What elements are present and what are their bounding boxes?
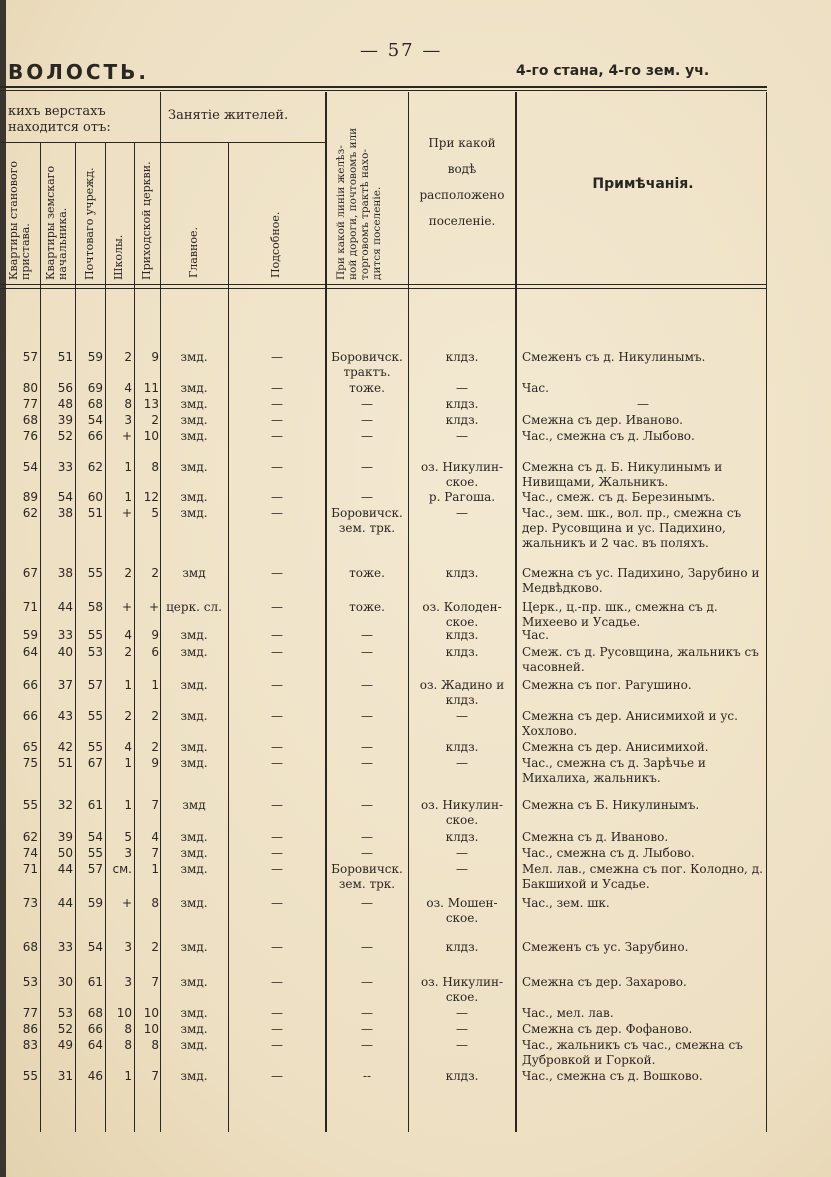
cell-school: +: [121, 896, 132, 910]
cell-main: змд.: [180, 645, 208, 659]
cell-stan: 55: [22, 798, 38, 812]
cell-aux: —: [271, 740, 283, 754]
cell-road: Боровичск. зем. трк.: [331, 506, 403, 535]
cell-main: змд.: [180, 740, 208, 754]
cell-church: 7: [151, 1069, 159, 1083]
cell-notes: Час., смежна съ д. Вошково.: [522, 1069, 703, 1083]
cell-aux: —: [271, 1022, 283, 1036]
cell-zem: 53: [57, 1006, 73, 1020]
cell-church: 8: [151, 896, 159, 910]
cell-water: —: [456, 429, 468, 443]
cell-zem: 43: [57, 709, 73, 723]
cell-water: клдз.: [445, 397, 479, 411]
cell-water: оз. Никулин- ское.: [420, 975, 504, 1004]
cell-zem: 44: [57, 862, 73, 876]
heading-stan: 4-го стана, 4-го зем. уч.: [516, 63, 710, 79]
cell-church: 2: [151, 709, 159, 723]
cell-church: 6: [151, 645, 159, 659]
cell-notes: Смеженъ съ ус. Зарубино.: [522, 940, 689, 954]
cell-zem: 42: [57, 740, 73, 754]
cell-stan: 53: [22, 975, 38, 989]
cell-water: —: [456, 381, 468, 395]
cell-notes: Час., смежна съ д. Зарѣчье и Михалиха, жальникъ.: [522, 756, 706, 785]
cell-notes: Смежна съ дер. Иваново.: [522, 413, 683, 427]
cell-main: змд.: [180, 1069, 208, 1083]
cell-zem: 33: [57, 940, 73, 954]
cell-post: 57: [87, 862, 103, 876]
header-col-road: При какой линіи желѣз- ной дороги, почтовомъ или торговомъ трактѣ нахо- дится поселеніе.: [335, 127, 383, 280]
cell-stan: 89: [22, 490, 38, 504]
cell-water: —: [456, 1038, 468, 1052]
cell-zem: 33: [57, 460, 73, 474]
cell-church: 8: [151, 1038, 159, 1052]
cell-aux: —: [271, 490, 283, 504]
cell-main: змд.: [180, 756, 208, 770]
cell-stan: 68: [22, 413, 38, 427]
cell-school: 3: [124, 846, 132, 860]
distance-group-rule: [0, 142, 160, 143]
cell-notes: Церк., ц.-пр. шк., смежна съ д. Михеево и Усадье.: [522, 600, 718, 629]
cell-zem: 30: [57, 975, 73, 989]
cell-road: —: [361, 1038, 373, 1052]
cell-post: 55: [87, 709, 103, 723]
cell-stan: 64: [22, 645, 38, 659]
cell-water: оз. Никулин- ское.: [420, 460, 504, 489]
cell-main: змд.: [180, 429, 208, 443]
cell-notes: Смежна съ дер. Анисимихой и ус. Хохлово.: [522, 709, 738, 738]
cell-school: 10: [116, 1006, 132, 1020]
cell-church: +: [148, 600, 159, 614]
cell-water: оз. Мошен- ское.: [426, 896, 498, 925]
cell-stan: 67: [22, 566, 38, 580]
cell-stan: 76: [22, 429, 38, 443]
cell-main: змд.: [180, 506, 208, 520]
cell-water: клдз.: [445, 628, 479, 642]
cell-road: —: [361, 460, 373, 474]
cell-church: 13: [143, 397, 159, 411]
cell-notes: Смежна съ ус. Падихино, Зарубино и Медвѣдково.: [522, 566, 760, 595]
cell-post: 64: [87, 1038, 103, 1052]
cell-zem: 56: [57, 381, 73, 395]
cell-road: —: [361, 429, 373, 443]
header-occupation-group: Занятіе жителей.: [168, 108, 289, 123]
cell-post: 66: [87, 429, 103, 443]
cell-main: змд.: [180, 460, 208, 474]
cell-stan: 65: [22, 740, 38, 754]
cell-water: клдз.: [445, 740, 479, 754]
cell-notes: Час., смежна съ д. Лыбово.: [522, 429, 695, 443]
cell-road: —: [361, 1022, 373, 1036]
cell-water: клдз.: [445, 830, 479, 844]
cell-notes: Мел. лав., смежна съ пог. Колодно, д. Бакшихой и Усадье.: [522, 862, 763, 891]
cell-zem: 31: [57, 1069, 73, 1083]
cell-school: 3: [124, 975, 132, 989]
cell-post: 53: [87, 645, 103, 659]
col-rule: [228, 142, 229, 1132]
cell-school: 3: [124, 940, 132, 954]
cell-zem: 37: [57, 678, 73, 692]
cell-stan: 59: [22, 628, 38, 642]
cell-school: 4: [124, 740, 132, 754]
cell-stan: 66: [22, 709, 38, 723]
cell-zem: 51: [57, 756, 73, 770]
cell-road: —: [361, 740, 373, 754]
cell-road: Боровичск. зем. трк.: [331, 862, 403, 891]
cell-aux: —: [271, 350, 283, 364]
cell-stan: 74: [22, 846, 38, 860]
cell-post: 68: [87, 397, 103, 411]
cell-church: 2: [151, 740, 159, 754]
cell-main: змд.: [180, 896, 208, 910]
cell-road: --: [362, 1069, 372, 1083]
cell-water: оз. Никулин- ское.: [420, 798, 504, 827]
col-rule: [75, 142, 76, 1132]
cell-main: змд.: [180, 413, 208, 427]
cell-aux: —: [271, 413, 283, 427]
cell-notes: Смежна съ пог. Рагушино.: [522, 678, 692, 692]
occupation-group-rule: [160, 142, 325, 143]
cell-notes: Смежна съ дер. Фофаново.: [522, 1022, 693, 1036]
cell-water: оз. Колоден- ское.: [422, 600, 502, 629]
cell-post: 66: [87, 1022, 103, 1036]
cell-main: змд.: [180, 975, 208, 989]
cell-church: 2: [151, 413, 159, 427]
cell-stan: 57: [22, 350, 38, 364]
cell-main: змд.: [180, 381, 208, 395]
cell-church: 2: [151, 940, 159, 954]
header-col-school: Школы.: [112, 234, 125, 280]
cell-water: —: [456, 1022, 468, 1036]
cell-stan: 77: [22, 1006, 38, 1020]
cell-school: 2: [124, 350, 132, 364]
cell-school: +: [121, 506, 132, 520]
cell-aux: —: [271, 460, 283, 474]
cell-main: змд.: [180, 830, 208, 844]
cell-aux: —: [271, 1069, 283, 1083]
cell-stan: 80: [22, 381, 38, 395]
header-bottom-rule: [0, 284, 767, 285]
cell-main: змд.: [180, 350, 208, 364]
cell-water: —: [456, 862, 468, 876]
cell-post: 67: [87, 756, 103, 770]
cell-main: змд.: [180, 940, 208, 954]
cell-church: 8: [151, 460, 159, 474]
cell-road: —: [361, 798, 373, 812]
cell-aux: —: [271, 862, 283, 876]
cell-water: —: [456, 846, 468, 860]
cell-post: 55: [87, 740, 103, 754]
cell-church: 5: [151, 506, 159, 520]
cell-aux: —: [271, 846, 283, 860]
cell-road: —: [361, 490, 373, 504]
cell-school: 1: [124, 756, 132, 770]
cell-church: 9: [151, 756, 159, 770]
cell-aux: —: [271, 381, 283, 395]
col-rule: [40, 142, 41, 1132]
cell-main: змд.: [180, 862, 208, 876]
cell-aux: —: [271, 1006, 283, 1020]
cell-church: 9: [151, 628, 159, 642]
cell-aux: —: [271, 830, 283, 844]
cell-main: змд.: [180, 1022, 208, 1036]
cell-road: —: [361, 413, 373, 427]
cell-church: 1: [151, 862, 159, 876]
cell-road: тоже.: [349, 566, 385, 580]
page-spine-shadow: [0, 0, 6, 1177]
cell-aux: —: [271, 1038, 283, 1052]
cell-zem: 39: [57, 830, 73, 844]
cell-aux: —: [271, 896, 283, 910]
cell-notes: Смежна съ д. Б. Никулинымъ и Нивищами, Жальникъ.: [522, 460, 723, 489]
cell-aux: —: [271, 628, 283, 642]
cell-church: 2: [151, 566, 159, 580]
cell-post: 54: [87, 413, 103, 427]
cell-aux: —: [271, 798, 283, 812]
cell-school: 2: [124, 645, 132, 659]
cell-road: —: [361, 846, 373, 860]
cell-water: клдз.: [445, 350, 479, 364]
cell-zem: 38: [57, 506, 73, 520]
cell-notes: Час.: [522, 628, 549, 642]
cell-road: —: [361, 1006, 373, 1020]
cell-road: тоже.: [349, 381, 385, 395]
cell-school: 1: [124, 678, 132, 692]
cell-school: 1: [124, 490, 132, 504]
cell-aux: —: [271, 709, 283, 723]
cell-water: оз. Жадино и клдз.: [419, 678, 505, 707]
cell-church: 1: [151, 678, 159, 692]
cell-notes: Смежна съ д. Иваново.: [522, 830, 669, 844]
cell-church: 7: [151, 975, 159, 989]
cell-road: —: [361, 756, 373, 770]
cell-main: змд.: [180, 846, 208, 860]
cell-stan: 62: [22, 506, 38, 520]
cell-notes: Смеж. съ д. Русовщина, жальникъ съ часовней.: [522, 645, 759, 674]
cell-church: 7: [151, 798, 159, 812]
cell-stan: 86: [22, 1022, 38, 1036]
cell-road: —: [361, 940, 373, 954]
cell-main: змд: [182, 566, 206, 580]
cell-main: змд.: [180, 678, 208, 692]
header-col-main: Главное.: [187, 227, 200, 278]
cell-zem: 52: [57, 429, 73, 443]
cell-notes: Час., зем. шк., вол. пр., смежна съ дер. Русовщина и ус. Падихино, жальникъ и 2 час. въ поляхъ.: [522, 506, 742, 550]
cell-road: —: [361, 628, 373, 642]
cell-water: —: [456, 756, 468, 770]
cell-road: —: [361, 397, 373, 411]
cell-post: 54: [87, 940, 103, 954]
cell-school: 1: [124, 1069, 132, 1083]
cell-stan: 77: [22, 397, 38, 411]
cell-school: см.: [112, 862, 132, 876]
cell-main: змд.: [180, 397, 208, 411]
cell-road: —: [361, 709, 373, 723]
cell-school: 3: [124, 413, 132, 427]
cell-stan: 66: [22, 678, 38, 692]
cell-water: клдз.: [445, 1069, 479, 1083]
cell-zem: 33: [57, 628, 73, 642]
cell-school: 2: [124, 566, 132, 580]
cell-road: —: [361, 830, 373, 844]
cell-aux: —: [271, 429, 283, 443]
cell-zem: 40: [57, 645, 73, 659]
cell-post: 58: [87, 600, 103, 614]
cell-post: 57: [87, 678, 103, 692]
cell-water: —: [456, 506, 468, 520]
cell-zem: 50: [57, 846, 73, 860]
cell-church: 10: [143, 1006, 159, 1020]
cell-aux: —: [271, 506, 283, 520]
cell-water: р. Рагоша.: [428, 490, 496, 504]
cell-zem: 48: [57, 397, 73, 411]
cell-zem: 44: [57, 600, 73, 614]
cell-notes: Час.: [522, 381, 549, 395]
cell-road: —: [361, 975, 373, 989]
cell-post: 55: [87, 846, 103, 860]
cell-water: —: [456, 709, 468, 723]
header-distance-group: кихъ верстахъ находится отъ:: [8, 104, 111, 135]
cell-aux: —: [271, 940, 283, 954]
cell-aux: —: [271, 600, 283, 614]
cell-main: змд.: [180, 628, 208, 642]
cell-stan: 54: [22, 460, 38, 474]
col-rule-heavy: [515, 92, 517, 1132]
cell-post: 55: [87, 628, 103, 642]
cell-post: 46: [87, 1069, 103, 1083]
cell-post: 55: [87, 566, 103, 580]
cell-stan: 73: [22, 896, 38, 910]
cell-post: 51: [87, 506, 103, 520]
header-col-church: Приходской церкви.: [140, 161, 153, 280]
cell-main: змд.: [180, 1038, 208, 1052]
cell-zem: 52: [57, 1022, 73, 1036]
cell-water: клдз.: [445, 940, 479, 954]
cell-church: 10: [143, 429, 159, 443]
cell-church: 12: [143, 490, 159, 504]
header-col-notes: Примѣчанія.: [592, 176, 694, 192]
cell-water: клдз.: [445, 413, 479, 427]
cell-notes: Смежна съ дер. Анисимихой.: [522, 740, 709, 754]
cell-zem: 39: [57, 413, 73, 427]
cell-post: 62: [87, 460, 103, 474]
cell-main: змд: [182, 798, 206, 812]
cell-notes: Час., жальникъ съ час., смежна съ Дубровкой и Горкой.: [522, 1038, 743, 1067]
cell-stan: 75: [22, 756, 38, 770]
cell-school: 1: [124, 460, 132, 474]
cell-zem: 44: [57, 896, 73, 910]
cell-post: 68: [87, 1006, 103, 1020]
cell-school: +: [121, 429, 132, 443]
col-rule: [408, 92, 409, 1132]
cell-zem: 51: [57, 350, 73, 364]
top-rule: [0, 86, 767, 88]
cell-stan: 83: [22, 1038, 38, 1052]
cell-zem: 54: [57, 490, 73, 504]
cell-notes: Смежна съ дер. Захарово.: [522, 975, 687, 989]
cell-road: —: [361, 896, 373, 910]
cell-church: 7: [151, 846, 159, 860]
cell-notes: Час., зем. шк.: [522, 896, 610, 910]
cell-road: —: [361, 645, 373, 659]
cell-school: 4: [124, 381, 132, 395]
header-col-zem: Квартиры земскаго начальника.: [44, 165, 69, 280]
cell-school: 4: [124, 628, 132, 642]
col-rule: [160, 92, 161, 1132]
cell-road: тоже.: [349, 600, 385, 614]
cell-zem: 32: [57, 798, 73, 812]
col-rule: [766, 92, 767, 1132]
cell-church: 11: [143, 381, 159, 395]
cell-aux: —: [271, 645, 283, 659]
cell-post: 61: [87, 798, 103, 812]
cell-school: 2: [124, 709, 132, 723]
cell-post: 60: [87, 490, 103, 504]
cell-school: 8: [124, 397, 132, 411]
cell-school: 8: [124, 1022, 132, 1036]
cell-church: 4: [151, 830, 159, 844]
cell-school: 5: [124, 830, 132, 844]
cell-water: клдз.: [445, 645, 479, 659]
top-rule-thin: [0, 90, 767, 91]
cell-post: 59: [87, 350, 103, 364]
heading-volost: ВОЛОСТЬ.: [8, 60, 150, 84]
cell-stan: 55: [22, 1069, 38, 1083]
cell-church: 9: [151, 350, 159, 364]
header-col-aux: Подсобное.: [269, 211, 282, 278]
cell-aux: —: [271, 975, 283, 989]
cell-aux: —: [271, 397, 283, 411]
cell-post: 54: [87, 830, 103, 844]
cell-main: змд.: [180, 1006, 208, 1020]
cell-stan: 71: [22, 862, 38, 876]
cell-notes: Час., мел. лав.: [522, 1006, 614, 1020]
cell-school: 1: [124, 798, 132, 812]
cell-main: змд.: [180, 709, 208, 723]
header-col-water: При какой водѣ расположено поселеніе.: [419, 136, 505, 228]
cell-main: змд.: [180, 490, 208, 504]
cell-church: 10: [143, 1022, 159, 1036]
cell-road: Боровичск. трактъ.: [331, 350, 403, 379]
cell-water: клдз.: [445, 566, 479, 580]
cell-notes: —: [637, 397, 649, 411]
cell-aux: —: [271, 678, 283, 692]
header-col-post: Почтоваго учрежд.: [83, 167, 96, 280]
cell-notes: Час., смежна съ д. Лыбово.: [522, 846, 695, 860]
cell-school: 8: [124, 1038, 132, 1052]
cell-post: 61: [87, 975, 103, 989]
cell-post: 69: [87, 381, 103, 395]
cell-stan: 62: [22, 830, 38, 844]
cell-water: —: [456, 1006, 468, 1020]
header-col-stan: Квартиры станового пристава.: [7, 161, 32, 280]
cell-notes: Час., смеж. съ д. Березинымъ.: [522, 490, 716, 504]
cell-aux: —: [271, 756, 283, 770]
page-number: — 57 —: [360, 40, 443, 61]
cell-road: —: [361, 678, 373, 692]
cell-notes: Смежна съ Б. Никулинымъ.: [522, 798, 700, 812]
cell-school: +: [121, 600, 132, 614]
cell-notes: Смеженъ съ д. Никулинымъ.: [522, 350, 706, 364]
header-bottom-rule-2: [0, 288, 767, 289]
cell-zem: 49: [57, 1038, 73, 1052]
cell-stan: 71: [22, 600, 38, 614]
cell-post: 59: [87, 896, 103, 910]
cell-zem: 38: [57, 566, 73, 580]
cell-stan: 68: [22, 940, 38, 954]
cell-aux: —: [271, 566, 283, 580]
cell-main: церк. сл.: [166, 600, 222, 614]
